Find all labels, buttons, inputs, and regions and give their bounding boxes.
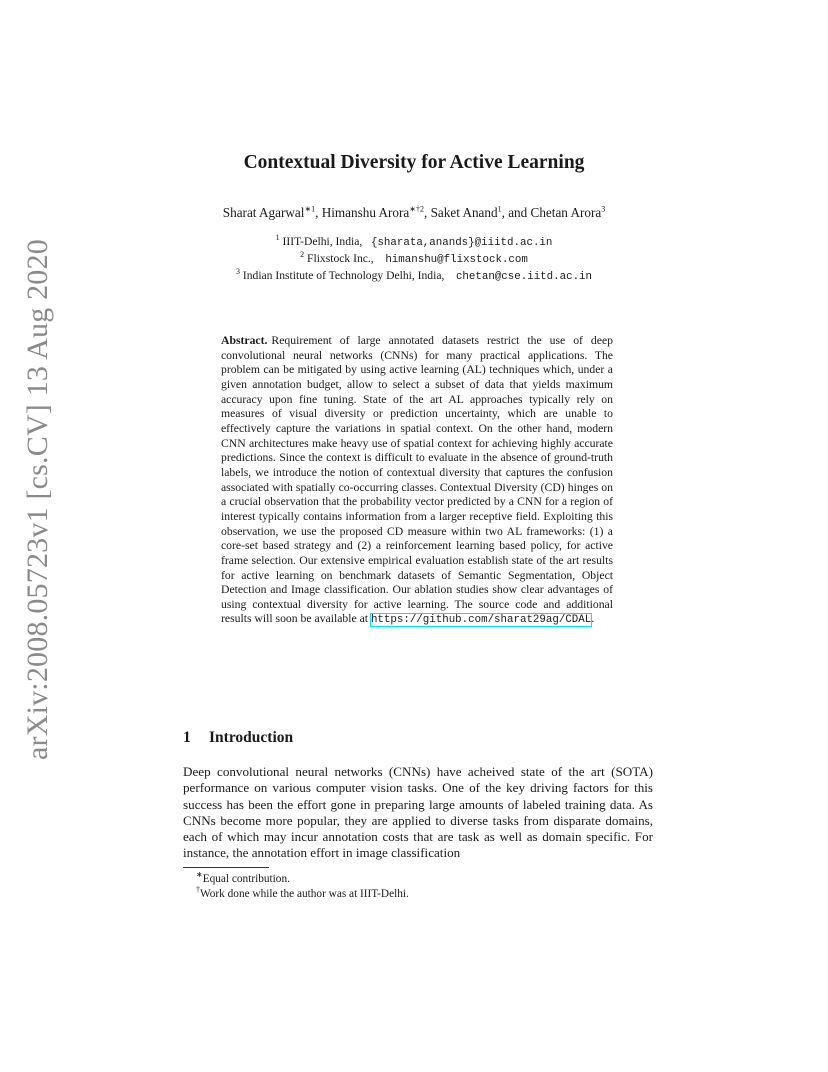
abstract-text: Requirement of large annotated datasets restrict the use of deep convolutional neural networks (CNNs) for many practical applications. The problem can be mitigated by using active learning (AL) techniques which, under a given annotation budget, allow to select a subset of data that yields maximum accuracy upon fine tuning. State of the art AL approaches typically rely on measures of visual diversity or prediction uncertainty, which are unable to effectively capture the variations in spatial context. On the other hand, modern CNN architectures make heavy use of spatial context for achieving highly accurate predictions. Since the context is difficult to evaluate in the absence of ground-truth labels, we introduce the notion of contextual diversity that captures the confusion associated with spatially co-occurring classes. Contextual Diversity (CD) hinges on a crucial observation that the probability vector predicted by a CNN for a region of interest typically contains information from a larger receptive field. Exploiting this observation, we use the proposed CD measure within two AL frameworks: (1) a core-set based strategy and (2) a reinforcement learning based policy, for active frame selection. Our extensive empirical evaluation establish state of the art results for active learning on benchmark datasets of Semantic Segmentation, Object Detection and Image classification. Our ablation studies show clear advantages of using contextual diversity for active learning. The source code and additional results will soon be available at (221, 334, 613, 626)
arxiv-identifier: arXiv:2008.05723v1 [cs.CV] 13 Aug 2020 (21, 239, 54, 760)
footnote-mark: ∗ (196, 870, 203, 880)
paper-title: Contextual Diversity for Active Learning (243, 152, 585, 173)
footnote-divider (183, 867, 269, 868)
affiliation-line (0, 234, 828, 251)
affiliation-email[interactable]: chetan@cse.iitd.ac.in (455, 271, 593, 283)
author-name: Chetan Arora (530, 205, 602, 220)
footnote-text: Work done while the author was at IIIT-Delhi. (200, 887, 409, 900)
affiliation-email[interactable]: himanshu@flixstock.com (385, 254, 528, 266)
author-marks: ∗1 (304, 204, 316, 214)
author-separator: , and (501, 205, 531, 220)
affiliation-org: Indian Institute of Technology Delhi, India, (242, 269, 445, 282)
author-list (0, 205, 828, 221)
affiliation-mark: 3 (235, 267, 240, 277)
section-title: Introduction (209, 729, 294, 746)
author-name: Himanshu Arora (321, 205, 410, 220)
author-separator: , (315, 205, 322, 220)
affiliation-mark: 1 (275, 233, 280, 243)
section-heading (183, 729, 293, 747)
affiliation-org: IIIT-Delhi, India, (282, 235, 363, 248)
author-marks: 3 (601, 204, 606, 214)
abstract-label: Abstract. (221, 334, 268, 347)
author-separator: , (423, 205, 431, 220)
affiliation-line (0, 268, 828, 285)
source-code-link[interactable]: https://github.com/sharat29ag/CDAL (370, 614, 592, 627)
footnote-mark: † (196, 884, 200, 894)
introduction-paragraph: Deep convolutional neural networks (CNNs) have acheived state of the art (SOTA) performance on various computer vision tasks. One of the key driving factors for this success has been the effort gone in preparing large amounts of labeled training data. As CNNs become more popular, they are applied to diverse tasks from disparate domains, each of which may incur annotation costs that are task as well as domain specific. For instance, the annotation effort in image classification (183, 764, 653, 861)
affiliations (0, 234, 828, 285)
section-number: 1 (183, 729, 191, 746)
footnotes (196, 872, 409, 901)
affiliation-line (0, 251, 828, 268)
footnote-text: Equal contribution. (202, 873, 290, 885)
author-name: Sharat Agarwal (222, 205, 305, 220)
affiliation-email[interactable]: {sharata,anands}@iiitd.ac.in (370, 237, 553, 249)
abstract (221, 334, 613, 628)
author-marks: ∗†2 (409, 204, 424, 214)
abstract-end: . (591, 612, 595, 626)
affiliation-mark: 2 (300, 250, 305, 260)
affiliation-org: Flixstock Inc., (307, 252, 374, 265)
author-name: Saket Anand (430, 205, 498, 220)
author-marks: 1 (497, 204, 502, 214)
footnote (196, 884, 409, 902)
footnote (196, 872, 409, 887)
